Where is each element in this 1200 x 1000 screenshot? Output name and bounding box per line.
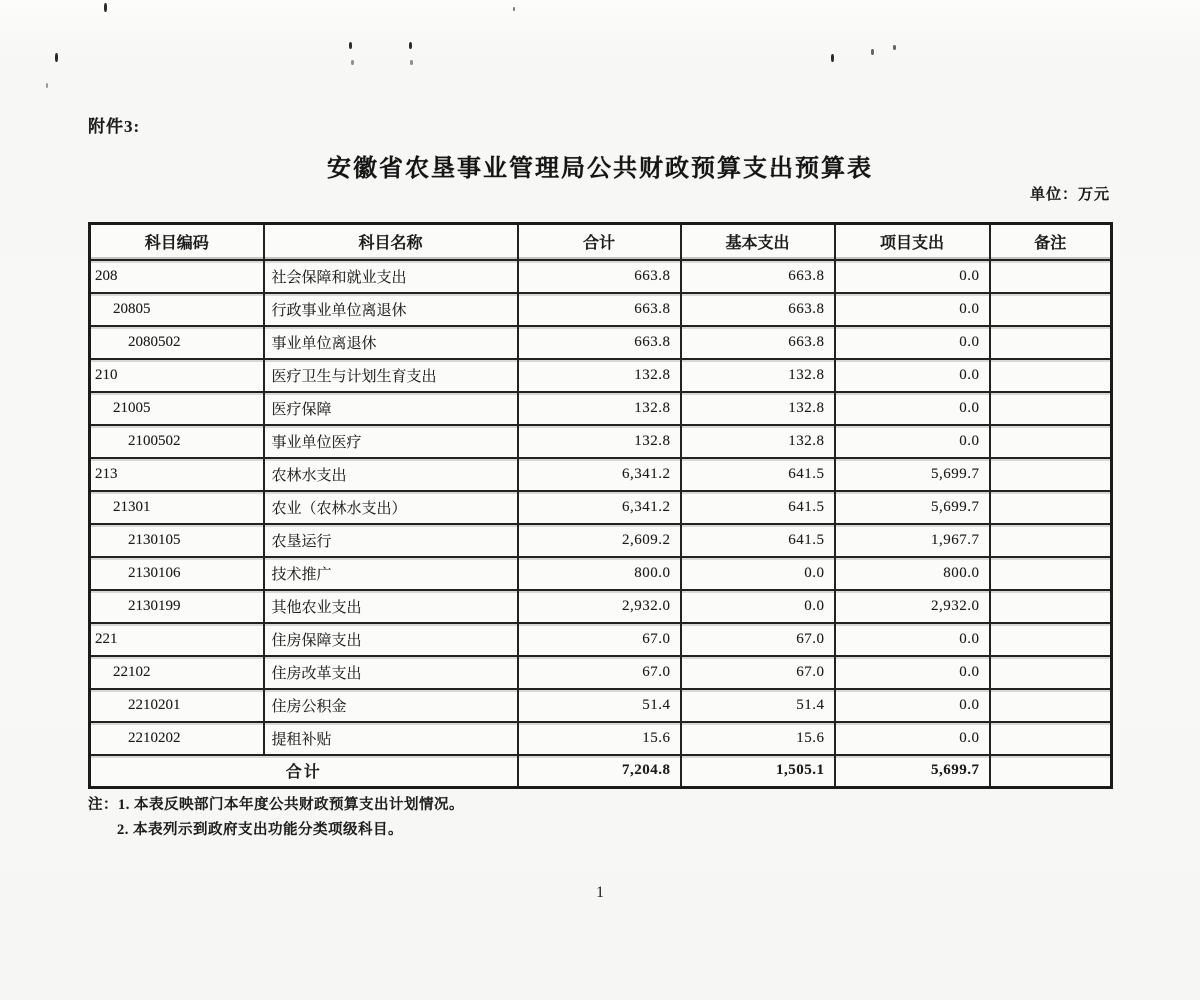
- cell-subject-name: 事业单位医疗: [264, 425, 518, 458]
- column-header-subject-code: 科目编码: [90, 224, 264, 260]
- cell-subject-code: 208: [90, 260, 264, 293]
- cell-subject-code: 20805: [90, 293, 264, 326]
- table-header-row: [90, 224, 1112, 260]
- cell-project-expenditure: 5,699.7: [835, 458, 990, 491]
- scan-speck: [893, 45, 896, 50]
- scan-speck: [55, 53, 58, 62]
- cell-subject-code: 213: [90, 458, 264, 491]
- table-row: [90, 656, 1112, 689]
- cell-subject-name: 医疗保障: [264, 392, 518, 425]
- cell-basic-expenditure: 0.0: [681, 590, 835, 623]
- cell-remark: [990, 392, 1112, 425]
- cell-subject-code: 2210202: [90, 722, 264, 755]
- scan-speck: [410, 60, 413, 65]
- cell-basic-expenditure: 663.8: [681, 326, 835, 359]
- cell-remark: [990, 623, 1112, 656]
- column-header-subject-name: 科目名称: [264, 224, 518, 260]
- cell-subject-code: 2130106: [90, 557, 264, 590]
- cell-total: 51.4: [518, 689, 681, 722]
- cell-remark: [990, 689, 1112, 722]
- cell-basic-expenditure: 641.5: [681, 524, 835, 557]
- scan-speck: [351, 60, 354, 65]
- cell-total: 132.8: [518, 359, 681, 392]
- cell-project-expenditure: 0.0: [835, 326, 990, 359]
- cell-basic-expenditure: 663.8: [681, 260, 835, 293]
- cell-total: 2,609.2: [518, 524, 681, 557]
- cell-subject-name: 技术推广: [264, 557, 518, 590]
- cell-project-expenditure: 1,967.7: [835, 524, 990, 557]
- table-row: [90, 557, 1112, 590]
- table-row: [90, 722, 1112, 755]
- table-row: [90, 326, 1112, 359]
- table-total-row: [90, 755, 1112, 788]
- cell-subject-name: 行政事业单位离退休: [264, 293, 518, 326]
- cell-project-expenditure: 0.0: [835, 623, 990, 656]
- page-title: 安徽省农垦事业管理局公共财政预算支出预算表: [327, 155, 873, 182]
- column-header-basic-expenditure: 基本支出: [681, 224, 835, 260]
- cell-remark: [990, 557, 1112, 590]
- cell-total: 132.8: [518, 392, 681, 425]
- cell-total: 15.6: [518, 722, 681, 755]
- table-row: [90, 689, 1112, 722]
- cell-total: 6,341.2: [518, 458, 681, 491]
- cell-basic-expenditure: 15.6: [681, 722, 835, 755]
- cell-total: 132.8: [518, 425, 681, 458]
- table-row: [90, 260, 1112, 293]
- cell-remark: [990, 293, 1112, 326]
- cell-subject-name: 住房公积金: [264, 689, 518, 722]
- cell-subject-code: 221: [90, 623, 264, 656]
- cell-subject-name: 提租补贴: [264, 722, 518, 755]
- page-number: 1: [596, 884, 604, 901]
- column-header-total: 合计: [518, 224, 681, 260]
- cell-project-expenditure: 0.0: [835, 260, 990, 293]
- cell-remark: [990, 656, 1112, 689]
- cell-project-expenditure: 0.0: [835, 656, 990, 689]
- cell-subject-name: 其他农业支出: [264, 590, 518, 623]
- cell-total: 663.8: [518, 293, 681, 326]
- scan-speck: [513, 7, 515, 11]
- cell-project-expenditure: 0.0: [835, 392, 990, 425]
- table-row: [90, 491, 1112, 524]
- cell-remark: [990, 260, 1112, 293]
- cell-subject-code: 21301: [90, 491, 264, 524]
- scan-speck: [104, 3, 107, 12]
- cell-project-expenditure: 0.0: [835, 689, 990, 722]
- cell-remark: [990, 722, 1112, 755]
- cell-total: 67.0: [518, 656, 681, 689]
- cell-basic-expenditure: 663.8: [681, 293, 835, 326]
- cell-subject-code: 2100502: [90, 425, 264, 458]
- cell-total: 67.0: [518, 623, 681, 656]
- cell-project-expenditure: 2,932.0: [835, 590, 990, 623]
- cell-project-expenditure: 0.0: [835, 722, 990, 755]
- cell-basic-expenditure: 67.0: [681, 656, 835, 689]
- cell-project-expenditure: 0.0: [835, 425, 990, 458]
- cell-subject-code: 2130105: [90, 524, 264, 557]
- table-row: [90, 458, 1112, 491]
- cell-subject-code: 21005: [90, 392, 264, 425]
- cell-project-expenditure: 800.0: [835, 557, 990, 590]
- cell-basic-expenditure: 51.4: [681, 689, 835, 722]
- scan-speck: [46, 83, 48, 88]
- cell-remark: [990, 425, 1112, 458]
- cell-remark: [990, 326, 1112, 359]
- cell-project-expenditure: 0.0: [835, 293, 990, 326]
- footnotes: [88, 793, 464, 843]
- cell-subject-code: 2210201: [90, 689, 264, 722]
- cell-subject-name: 医疗卫生与计划生育支出: [264, 359, 518, 392]
- cell-subject-name: 事业单位离退休: [264, 326, 518, 359]
- cell-remark: [990, 590, 1112, 623]
- scan-speck: [831, 54, 834, 62]
- column-header-project-expenditure: 项目支出: [835, 224, 990, 260]
- cell-subject-name: 住房保障支出: [264, 623, 518, 656]
- cell-remark: [990, 491, 1112, 524]
- cell-subject-code: 2080502: [90, 326, 264, 359]
- table-row: [90, 623, 1112, 656]
- cell-subject-code: 2130199: [90, 590, 264, 623]
- cell-project-expenditure: 0.0: [835, 359, 990, 392]
- total-row-total: 7,204.8: [518, 755, 681, 788]
- cell-remark: [990, 524, 1112, 557]
- cell-total: 663.8: [518, 260, 681, 293]
- column-header-remarks: 备注: [990, 224, 1112, 260]
- table-row: [90, 425, 1112, 458]
- table-row: [90, 590, 1112, 623]
- scan-speck: [349, 42, 352, 49]
- cell-subject-name: 农业（农林水支出）: [264, 491, 518, 524]
- cell-total: 2,932.0: [518, 590, 681, 623]
- table-row: [90, 359, 1112, 392]
- cell-project-expenditure: 5,699.7: [835, 491, 990, 524]
- table-row: [90, 392, 1112, 425]
- cell-basic-expenditure: 641.5: [681, 491, 835, 524]
- total-row-basic: 1,505.1: [681, 755, 835, 788]
- scan-speck: [409, 42, 412, 49]
- cell-basic-expenditure: 132.8: [681, 392, 835, 425]
- total-row-label: 合计: [90, 755, 518, 788]
- cell-remark: [990, 359, 1112, 392]
- unit-label: 单位：万元: [1029, 187, 1110, 203]
- footnote-2: 2. 本表列示到政府支出功能分类项级科目。: [117, 822, 403, 838]
- cell-basic-expenditure: 0.0: [681, 557, 835, 590]
- total-row-remark: [990, 755, 1112, 788]
- table-row: [90, 524, 1112, 557]
- cell-total: 663.8: [518, 326, 681, 359]
- cell-total: 800.0: [518, 557, 681, 590]
- table-row: [90, 293, 1112, 326]
- scan-speck: [871, 49, 874, 55]
- cell-basic-expenditure: 67.0: [681, 623, 835, 656]
- cell-subject-name: 农垦运行: [264, 524, 518, 557]
- cell-subject-code: 210: [90, 359, 264, 392]
- cell-subject-code: 22102: [90, 656, 264, 689]
- table-body: [90, 260, 1112, 788]
- cell-subject-name: 住房改革支出: [264, 656, 518, 689]
- cell-total: 6,341.2: [518, 491, 681, 524]
- total-row-project: 5,699.7: [835, 755, 990, 788]
- cell-basic-expenditure: 132.8: [681, 425, 835, 458]
- budget-table: [88, 222, 1113, 789]
- cell-remark: [990, 458, 1112, 491]
- cell-subject-name: 农林水支出: [264, 458, 518, 491]
- cell-basic-expenditure: 132.8: [681, 359, 835, 392]
- footnote-1: 注：1. 本表反映部门本年度公共财政预算支出计划情况。: [88, 797, 464, 813]
- cell-basic-expenditure: 641.5: [681, 458, 835, 491]
- cell-subject-name: 社会保障和就业支出: [264, 260, 518, 293]
- attachment-label: 附件3:: [88, 117, 141, 136]
